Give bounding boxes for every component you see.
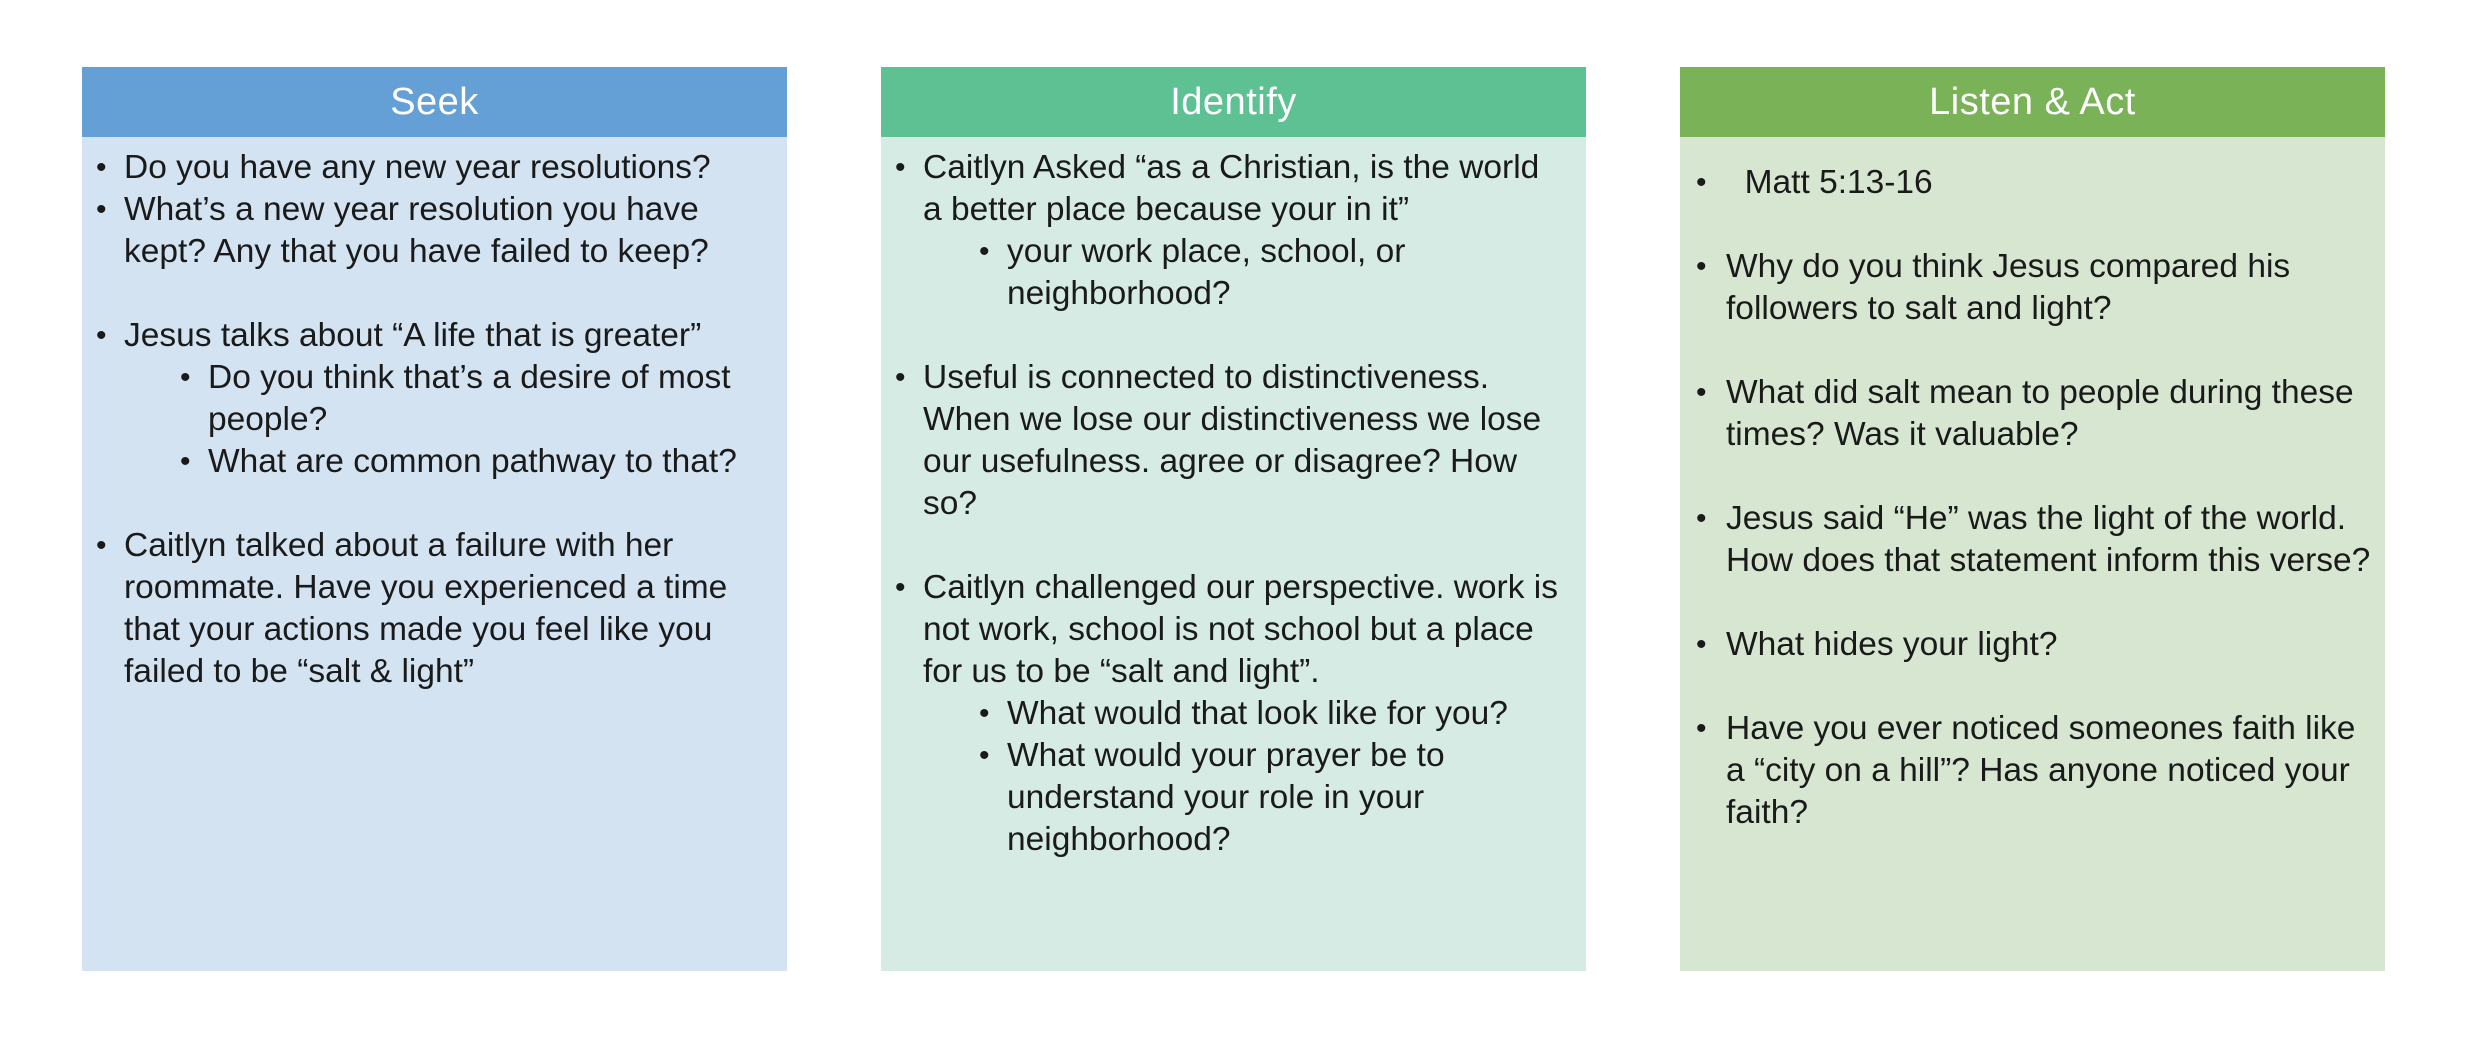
listen-act-question-4: • Jesus said “He” was the light of the world. How does that statement inform this verse?	[1696, 498, 2371, 582]
listen-act-question-5: • What hides your light?	[1696, 624, 2371, 666]
identify-question-list	[895, 147, 1566, 861]
identify-question-1: • Caitlyn Asked “as a Christian, is the world a better place because your in it”	[895, 147, 1566, 231]
identify-subquestion-3b: • What would your prayer be to understand your role in your neighborhood?	[895, 735, 1566, 861]
seek-subquestion-3a: • Do you think that’s a desire of most people?	[96, 357, 767, 441]
identify-subquestion-1a: • your work place, school, or neighborhood?	[895, 231, 1566, 315]
listen-act-question-3: • What did salt mean to people during these times? Was it valuable?	[1696, 372, 2371, 456]
seek-question-4: • Caitlyn talked about a failure with her roommate. Have you experienced a time that your actions made you feel like you failed to be “salt & light”	[96, 525, 767, 693]
identify-panel	[881, 67, 1586, 971]
identify-header: Identify	[881, 67, 1586, 137]
seek-question-list	[96, 147, 767, 693]
seek-header: Seek	[82, 67, 787, 137]
identify-subquestion-3a: • What would that look like for you?	[895, 693, 1566, 735]
seek-question-2: • What’s a new year resolution you have kept? Any that you have failed to keep?	[96, 189, 767, 273]
identify-question-3: • Caitlyn challenged our perspective. work is not work, school is not school but a place for us to be “salt and light”.	[895, 567, 1566, 693]
listen-act-scripture: • Matt 5:13-16	[1696, 162, 2371, 204]
listen-act-body	[1680, 137, 2385, 834]
seek-question-1: • Do you have any new year resolutions?	[96, 147, 767, 189]
seek-subquestion-3b: • What are common pathway to that?	[96, 441, 767, 483]
listen-act-panel	[1680, 67, 2385, 971]
identify-body	[881, 137, 1586, 861]
listen-act-question-list	[1696, 162, 2371, 834]
seek-body	[82, 137, 787, 693]
listen-act-question-2: • Why do you think Jesus compared his followers to salt and light?	[1696, 246, 2371, 330]
seek-panel	[82, 67, 787, 971]
listen-act-question-6: • Have you ever noticed someones faith like a “city on a hill”? Has anyone noticed your faith?	[1696, 708, 2371, 834]
listen-act-header: Listen & Act	[1680, 67, 2385, 137]
identify-question-2: • Useful is connected to distinctiveness. When we lose our distinctiveness we lose our usefulness. agree or disagree? How so?	[895, 357, 1566, 525]
seek-question-3: • Jesus talks about “A life that is greater”	[96, 315, 767, 357]
